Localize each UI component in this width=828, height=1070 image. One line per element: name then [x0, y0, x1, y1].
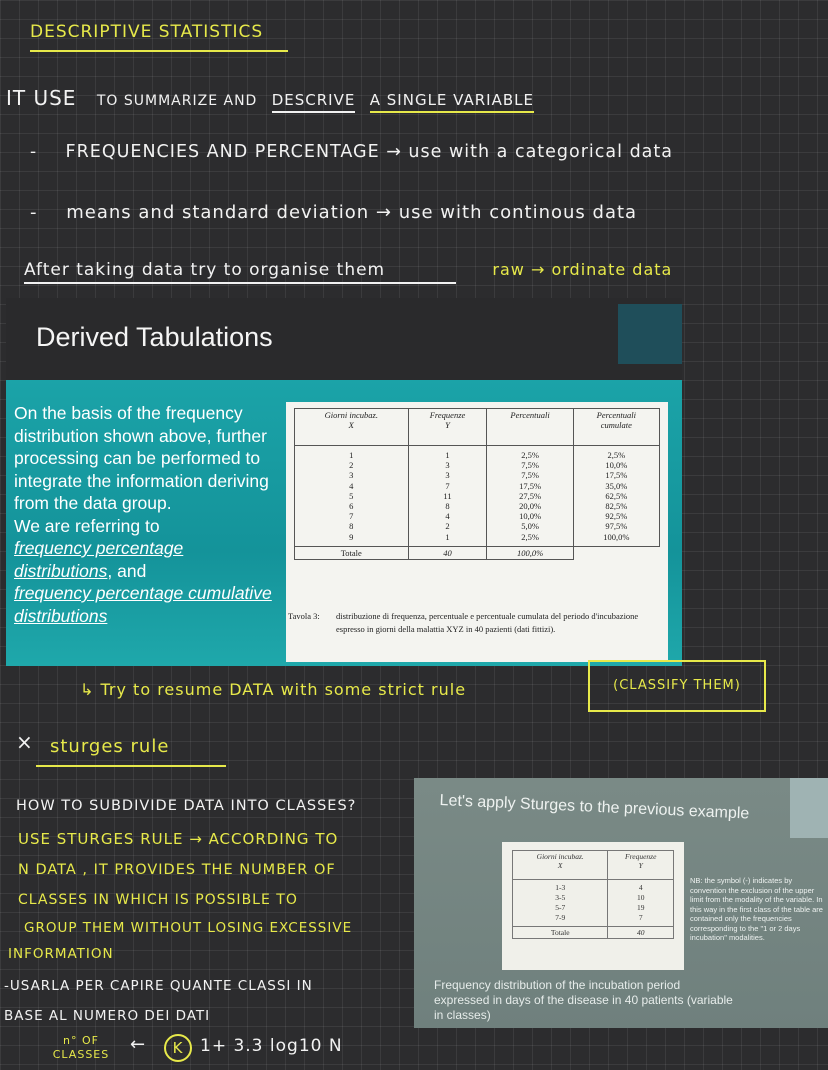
italian-note-1: -USARLA PER CAPIRE QUANTE CLASSI IN	[4, 978, 313, 994]
slide-text-main: On the basis of the frequency distribution shown above, further processing can be performed to integrate the information deriving from the data group.	[14, 403, 269, 513]
col-header-cumulative-sub: cumulate	[600, 420, 632, 430]
heading: DESCRIPTIVE STATISTICS	[30, 22, 288, 52]
arrow-left-icon: ←	[130, 1034, 146, 1055]
bullet-frequencies	[30, 142, 673, 162]
intro-it-use: IT USE	[6, 86, 77, 110]
slide-derived-tabulations	[6, 298, 682, 666]
col-header-freq	[408, 409, 487, 446]
classes-header-days-var: X	[557, 861, 563, 870]
resume-line	[80, 680, 466, 699]
x-mark: ×	[16, 730, 34, 754]
cells-cumulative: 2,5% 10,0% 17,5% 35,0% 62,5% 82,5% 92,5% 97,5% 100,0%	[573, 446, 659, 547]
slide-sturges-example	[414, 778, 828, 1028]
col-header-percent	[487, 409, 573, 446]
slide2-title: Let's apply Sturges to the previous example	[439, 792, 750, 823]
intro-descrive: DESCRIVE	[272, 91, 356, 113]
classes-header-days	[513, 851, 608, 880]
slide-body	[6, 380, 682, 666]
sturges-use-1: USE STURGES RULE → ACCORDING TO	[18, 830, 339, 848]
after-line	[24, 260, 672, 284]
resume-text: ↳ Try to resume DATA with some strict rule	[80, 680, 467, 699]
cells-percent: 2,5% 7,5% 7,5% 17,5% 27,5% 20,0% 10,0% 5,0% 2,5%	[487, 446, 573, 547]
total-percent: 100,0%	[487, 546, 573, 559]
col-header-cumulative	[573, 409, 659, 446]
frequency-table	[286, 402, 668, 662]
raw-ordinate: raw → ordinate data	[492, 260, 673, 279]
intro-line	[6, 86, 534, 110]
col-header-percent-label: Percentuali	[510, 410, 550, 420]
bullet-text-2: means and standard deviation → use with continous data	[66, 202, 638, 223]
table-caption-text: distribuzione di frequenza, percentuale e percentuale cumulata del periodo d'incubazione espresso in giorni della malattia XYZ in 40 pazienti (dati fittizi).	[336, 611, 639, 634]
link-frequency-percentage[interactable]: frequency percentage distributions	[14, 538, 184, 581]
intro-variable: A SINGLE VARIABLE	[370, 91, 534, 113]
col-header-days-label: Giorni incubaz.	[324, 410, 378, 420]
classes-cells-days: 1-3 3-5 5-7 7-9	[513, 880, 608, 927]
slide2-nb-note: NB: the symbol (-) indicates by convention the exclusion of the upper limit from the modality of the variable. In this way in the first class of the table are contained only the frequencies corresponding to the "1 or 2 days incubation" modalities.	[690, 876, 823, 942]
bullet-dash-1: -	[30, 142, 38, 162]
table-number: Tavola 3:	[288, 611, 320, 621]
classes-header-freq-var: Y	[638, 861, 643, 870]
classes-total-freq: 40	[608, 927, 674, 939]
classes-cells-freq: 4 10 19 7	[608, 880, 674, 927]
after-text: After taking data try to organise them	[24, 260, 456, 284]
slide-text-referring: We are referring to	[14, 515, 160, 536]
classify-box: (CLASSIFY THEM)	[588, 660, 766, 712]
sturges-use-2: N DATA , IT PROVIDES THE NUMBER OF	[18, 862, 336, 878]
sturges-formula: 1+ 3.3 log10 N	[200, 1036, 343, 1056]
slide-text	[14, 402, 276, 627]
col-header-freq-label: Frequenze	[429, 410, 466, 420]
link-frequency-cumulative[interactable]: frequency percentage cumulative distributions	[14, 583, 272, 626]
slide-title: Derived Tabulations	[36, 322, 273, 352]
bullet-text-1: FREQUENCIES AND PERCENTAGE → use with a categorical data	[65, 142, 673, 162]
cells-days: 1 2 3 4 5 6 7 8 9	[295, 446, 409, 547]
intro-summarize: TO SUMMARIZE AND	[96, 93, 258, 109]
classes-header-freq	[608, 851, 674, 880]
n-of-classes: n° OF CLASSES	[52, 1034, 110, 1061]
total-label: Totale	[295, 546, 409, 559]
k-circle: K	[164, 1034, 192, 1062]
howto-question: HOW TO SUBDIVIDE DATA INTO CLASSES?	[16, 798, 357, 814]
col-header-days	[295, 409, 409, 446]
bullet-dash-2: -	[30, 202, 38, 223]
total-freq: 40	[408, 546, 487, 559]
classes-header-freq-label: Frequenze	[625, 852, 657, 861]
italian-note-2: BASE AL NUMERO DEI DATI	[4, 1008, 211, 1024]
classes-total-label: Totale	[513, 927, 608, 939]
sturges-use-5: INFORMATION	[8, 946, 114, 962]
total-empty	[573, 546, 659, 559]
bullet-means	[30, 202, 637, 223]
sturges-use-3: CLASSES IN WHICH IS POSSIBLE TO	[18, 892, 298, 908]
classes-table	[502, 842, 684, 970]
cells-freq: 1 3 3 7 11 8 4 2 1	[408, 446, 487, 547]
col-header-days-var: X	[348, 420, 354, 430]
sturges-use-4: GROUP THEM WITHOUT LOSING EXCESSIVE	[24, 920, 353, 936]
classes-table-grid	[512, 850, 674, 939]
classes-header-days-label: Giorni incubaz.	[536, 852, 584, 861]
col-header-freq-var: Y	[445, 420, 450, 430]
table-caption	[288, 610, 658, 636]
sturges-rule: sturges rule	[36, 736, 226, 767]
col-header-cumulative-label: Percentuali	[596, 410, 637, 420]
slide-text-and: , and	[107, 560, 147, 581]
frequency-table-grid	[294, 408, 660, 560]
slide-header-accent	[618, 304, 682, 364]
slide2-corner-block	[790, 778, 828, 838]
slide2-caption: Frequency distribution of the incubation period expressed in days of the disease in 40 patients (variable in classes)	[434, 978, 733, 1022]
